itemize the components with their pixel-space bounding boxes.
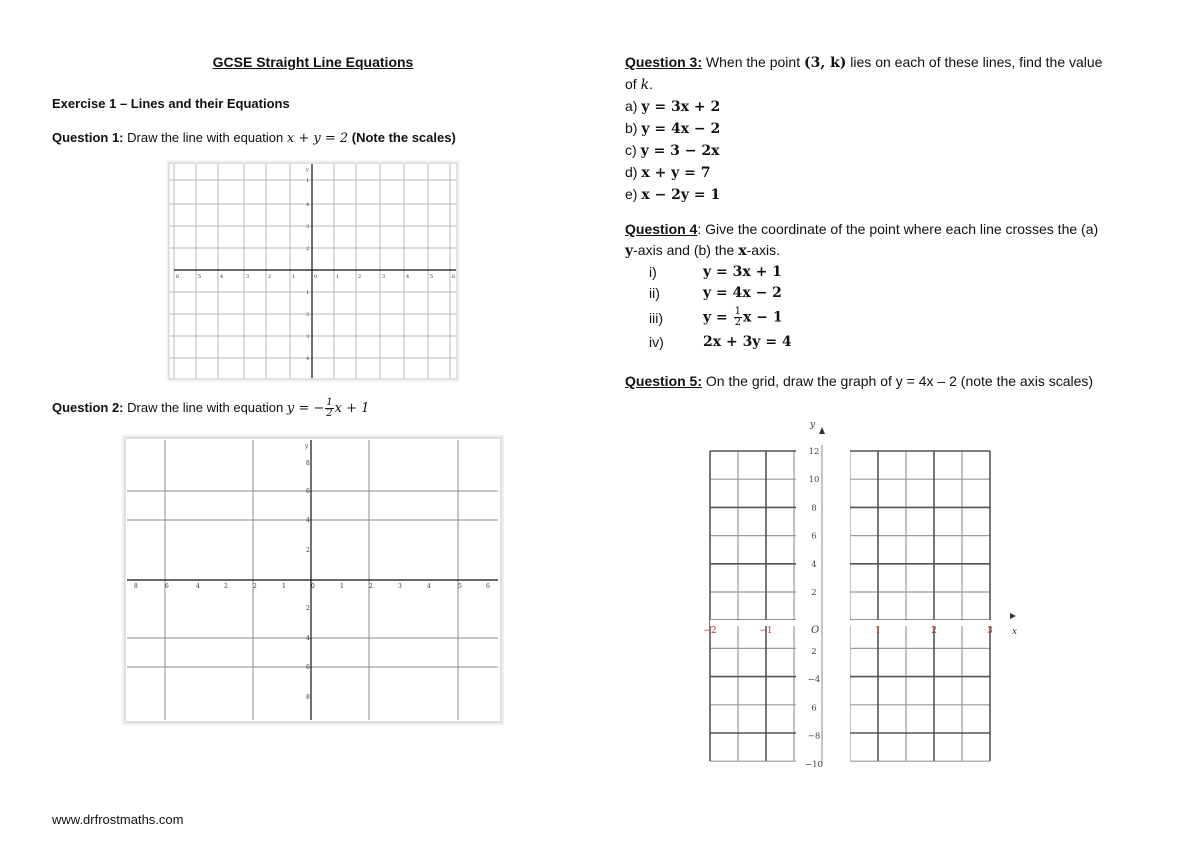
x-tick-label: 0 — [314, 274, 318, 280]
question-3-item — [625, 118, 1165, 140]
question-4-item — [649, 304, 792, 332]
item-equation: x + y = 7 — [641, 165, 711, 181]
question-1-note: (Note the scales) — [351, 130, 456, 145]
y-tick-label: 2 — [811, 647, 817, 657]
page-title: GCSE Straight Line Equations — [212, 54, 414, 70]
x-tick-label: 2 — [224, 583, 228, 590]
item-label: i) — [649, 264, 657, 280]
y-tick-label: 8 — [306, 460, 310, 467]
x-tick-label: 1 — [282, 583, 286, 590]
x-tick-label: −2 — [703, 626, 717, 636]
graph-2-grid[interactable] — [122, 435, 504, 725]
question-1-equation: x + y = 2 — [286, 131, 349, 146]
x-tick-label: 2 — [253, 583, 257, 590]
question-4 — [625, 219, 1165, 353]
x-tick-label: 4 — [196, 583, 200, 590]
x-tick-label: 4 — [220, 274, 224, 280]
x-tick-label: 2 — [268, 274, 272, 280]
item-equation: y = 4x − 2 — [703, 285, 782, 301]
y-tick-label: 1 — [306, 178, 310, 184]
x-tick-label: 3 — [987, 626, 993, 636]
x-tick-label: 5 — [198, 274, 202, 280]
fraction-numerator: 1 — [326, 397, 333, 408]
x-tick-label: 5 — [430, 274, 434, 280]
question-2-fraction — [325, 398, 333, 419]
question-5 — [625, 371, 1093, 392]
question-3-item — [625, 96, 1165, 118]
question-4-parts — [649, 262, 792, 353]
y-tick-label: 6 — [306, 488, 310, 495]
x-tick-label: 6 — [452, 274, 456, 280]
y-tick-label: 6 — [811, 531, 817, 542]
item-label: e) — [625, 186, 638, 202]
y-tick-label: −10 — [805, 759, 823, 770]
item-equation: y = 3x + 2 — [641, 99, 721, 115]
item-label: ii) — [649, 285, 660, 301]
x-tick-label: 2 — [369, 583, 373, 590]
x-tick-label: 3 — [246, 274, 250, 280]
item-equation: x − 2y = 1 — [641, 187, 721, 203]
y-tick-label: 4 — [811, 559, 817, 570]
y-tick-label: 2 — [306, 312, 310, 318]
x-tick-label: 8 — [134, 583, 138, 590]
x-tick-label: 3 — [398, 583, 402, 590]
y-tick-label: 3 — [306, 334, 310, 340]
x-tick-label: −1 — [759, 626, 773, 636]
x-tick-label: 1 — [340, 583, 344, 590]
x-tick-label: 1 — [336, 274, 340, 280]
item-equation — [703, 304, 792, 332]
y-tick-label: 1 — [306, 290, 310, 296]
footer-url: www.drfrostmaths.com — [52, 812, 184, 827]
question-1-text: Draw the line with equation — [127, 130, 284, 145]
question-3: Question 3: When the point (3, k) lies on each of these lines, find the value of k. a) y = 3x + 2 b) y = 4x − 2 c) y = 3 − 2x d) x + y = 7 e) x − 2y = 1 — [625, 52, 1165, 206]
fraction-denominator: 2 — [734, 317, 741, 329]
question-4-item — [649, 262, 792, 283]
question-2-text: Draw the line with equation — [127, 399, 284, 415]
item-label: b) — [625, 120, 638, 136]
y-tick-label: 6 — [811, 703, 817, 714]
item-equation: y = 3x + 1 — [703, 264, 782, 280]
y-tick-label: 2 — [306, 246, 310, 252]
question-3-var: k — [640, 77, 650, 93]
question-4-xvar: x — [738, 243, 747, 259]
item-label: c) — [625, 142, 637, 158]
x-tick-label: 5 — [458, 583, 462, 590]
item-equation: y = 3 − 2x — [640, 143, 720, 159]
question-5-text: On the grid, draw the graph of y = 4x – 2 (note the axis scales) — [705, 373, 1094, 389]
y-tick-label: 10 — [808, 475, 820, 486]
y-tick-label: 3 — [306, 224, 310, 230]
y-axis-label: y — [306, 167, 309, 173]
x-tick-label: 6 — [486, 583, 490, 590]
y-axis-label: y — [305, 443, 309, 450]
question-3-text-a: When the point — [705, 54, 801, 70]
y-tick-label: 4 — [306, 635, 310, 642]
y-tick-label: 2 — [811, 588, 817, 598]
question-3-item — [625, 162, 1165, 184]
question-2-eq-prefix: y = − — [286, 400, 325, 416]
y-tick-label: 8 — [306, 694, 310, 701]
x-tick-label: 6 — [165, 583, 169, 590]
y-tick-label: −8 — [807, 731, 821, 742]
x-tick-label: 2 — [358, 274, 362, 280]
item-equation: y = 4x − 2 — [641, 121, 721, 137]
question-3-point: (3, k) — [803, 55, 847, 71]
eq-suffix: x − 1 — [743, 309, 783, 326]
y-tick-label: 2 — [306, 605, 310, 612]
question-4-item — [649, 283, 792, 304]
y-tick-label: 2 — [306, 547, 310, 554]
y-tick-label: 12 — [808, 447, 820, 457]
question-3-text-b: lies on each of these lines, find the value — [850, 54, 1103, 70]
graph-3-grid[interactable] — [700, 415, 1030, 770]
question-3-text-c: of — [625, 76, 637, 92]
question-2-eq-suffix: x + 1 — [334, 400, 370, 416]
question-4-text-a: : Give the coordinate of the point where each line crosses the (a) — [697, 221, 1099, 237]
fraction-numerator: 1 — [734, 306, 741, 318]
question-1-label: Question 1: — [52, 130, 124, 145]
graph-3-x-axis-label: x — [1012, 627, 1018, 637]
item-label: iii) — [649, 309, 663, 326]
y-tick-label: 4 — [306, 356, 310, 362]
y-tick-label: 4 — [306, 517, 310, 524]
item-label: a) — [625, 98, 638, 114]
question-4-yvar: y — [625, 243, 634, 259]
x-tick-label: 2 — [931, 626, 937, 636]
question-5-label: Question 5: — [625, 373, 703, 389]
x-tick-label: 1 — [875, 626, 881, 636]
question-3-label: Question 3: — [625, 54, 703, 70]
x-tick-label: 3 — [382, 274, 386, 280]
question-4-text-b: -axis and (b) the — [633, 242, 735, 258]
question-1 — [52, 130, 456, 146]
x-tick-label: 4 — [406, 274, 410, 280]
item-label: iv) — [649, 334, 664, 350]
question-4-text-c: -axis. — [746, 242, 781, 258]
x-tick-label: 0 — [311, 583, 315, 590]
item-equation: 2x + 3y = 4 — [703, 334, 792, 350]
x-tick-label: 4 — [427, 583, 431, 590]
graph-3-origin-label: O — [811, 625, 820, 636]
question-3-item — [625, 140, 1165, 162]
y-tick-label: 6 — [306, 664, 310, 671]
eq-prefix: y = — [703, 309, 728, 326]
x-tick-label: 1 — [292, 274, 296, 280]
graph-3-y-axis-label: y — [810, 420, 816, 430]
question-4-label: Question 4 — [625, 221, 698, 237]
question-2-label: Question 2: — [52, 399, 124, 415]
fraction-denominator: 2 — [326, 408, 333, 419]
y-tick-label: 8 — [811, 503, 817, 514]
y-tick-label: −4 — [807, 675, 821, 686]
x-tick-label: 6 — [176, 274, 180, 280]
graph-1-grid[interactable] — [166, 160, 460, 382]
y-tick-label: 4 — [306, 202, 310, 208]
question-2 — [52, 398, 369, 419]
item-label: d) — [625, 164, 638, 180]
question-4-item — [649, 332, 792, 353]
fraction — [734, 307, 742, 328]
exercise-heading: Exercise 1 – Lines and their Equations — [52, 96, 290, 111]
question-3-item — [625, 184, 1165, 206]
